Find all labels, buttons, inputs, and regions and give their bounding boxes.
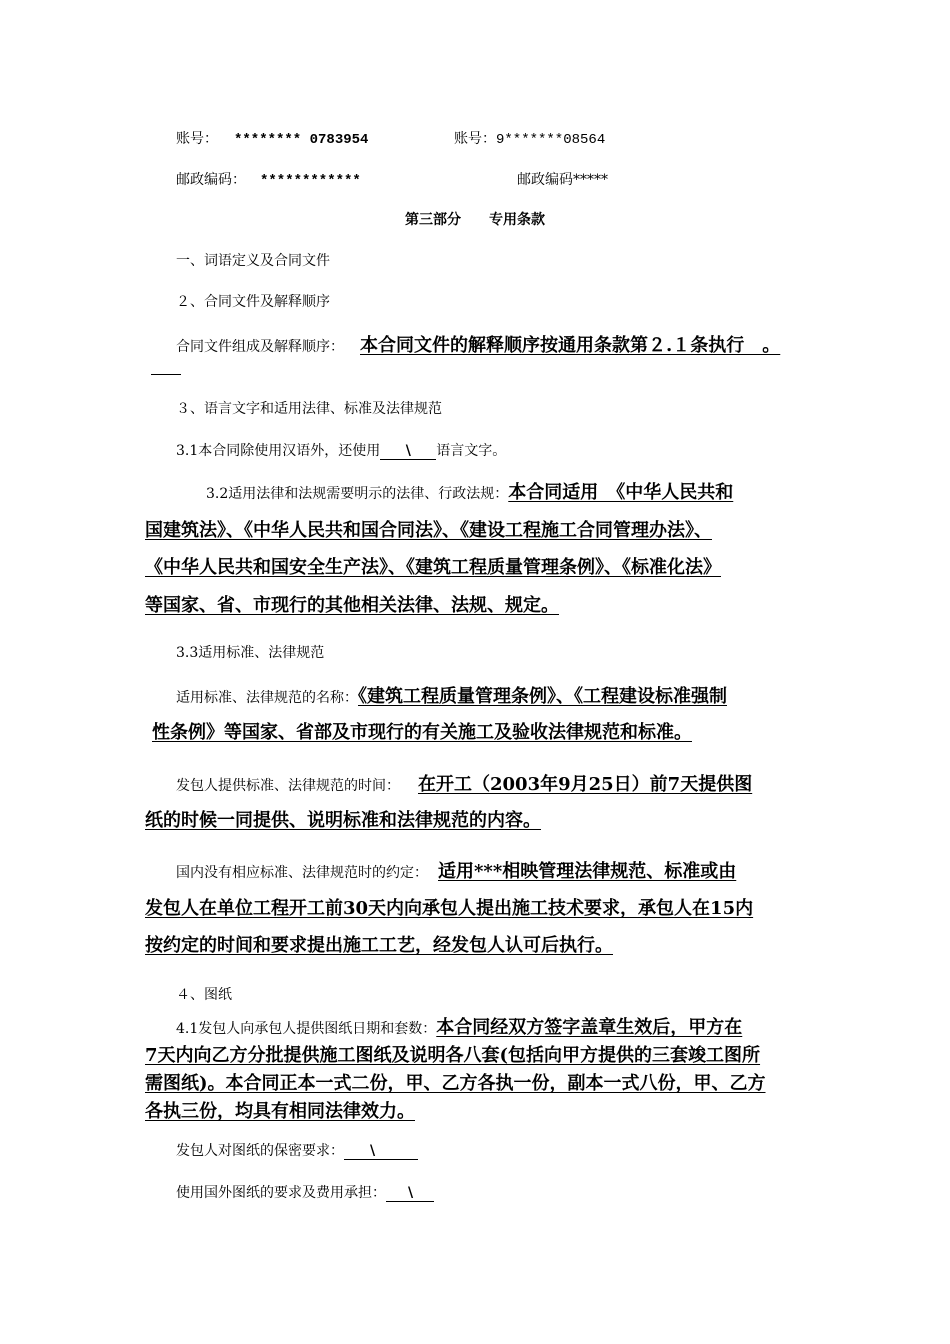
- clause-4-1-first: [176, 1013, 742, 1039]
- postal-right: 邮政编码*****: [517, 172, 608, 188]
- standards-first: [176, 682, 727, 708]
- clause-3-1-suffix: 语言文字。: [436, 443, 507, 459]
- clause-4-1-line-3: 需图纸)。本合同正本一式二份，甲、乙方各执一份，副本一式八份，甲、乙方: [145, 1073, 766, 1094]
- clause-3-2-label: 3.2适用法律和法规需要明示的法律、行政法规：: [206, 486, 509, 502]
- foreign-drawings: [176, 1182, 434, 1202]
- backslash-mark: \: [408, 1185, 414, 1201]
- domestic-first: [176, 857, 736, 883]
- section-2-heading: ２、合同文件及解释顺序: [176, 294, 330, 310]
- clause-4-1-line-2: 7天内向乙方分批提供施工图纸及说明各八套(包括向甲方提供的三套竣工图所: [145, 1045, 761, 1066]
- clause-3-1: [176, 440, 506, 460]
- postal-left-value: ************: [260, 173, 361, 189]
- section-3-heading: ３、语言文字和适用法律、标准及法律规范: [176, 401, 442, 417]
- account-left-value: ******** 0783954: [234, 132, 369, 148]
- account-right-value: 9*******08564: [496, 132, 606, 148]
- clause-3-2-line-4: 等国家、省、市现行的其他相关法律、法规、规定。: [145, 595, 559, 616]
- account-left-label: 账号：: [176, 131, 218, 147]
- clause-4-1-line-4: 各执三份，均具有相同法律效力。: [145, 1101, 415, 1122]
- postal-left: [176, 169, 361, 189]
- domestic-line-3: [145, 931, 665, 957]
- part-title: 第三部分 专用条款: [405, 212, 545, 228]
- clause-4-1-line-1: 本合同经双方签字盖章生效后，甲方在: [436, 1017, 743, 1038]
- standards-line-1: 《建筑工程质量管理条例》、《工程建设标准强制: [358, 686, 727, 707]
- interpretation-order-value: 本合同文件的解释顺序按通用条款第２.１条执行 。: [360, 335, 781, 356]
- blank-line: [151, 374, 181, 375]
- section-1-heading: 一、词语定义及合同文件: [176, 253, 330, 269]
- provide-time-label: 发包人提供标准、法律规范的时间：: [176, 778, 400, 794]
- foreign-drawings-blank: [386, 1185, 434, 1202]
- clause-3-1-prefix: 3.1本合同除使用汉语外，还使用: [176, 443, 381, 459]
- account-right: [454, 128, 605, 148]
- account-right-label: 账号：: [454, 131, 496, 147]
- clause-3-2-line-1: 本合同适用 《中华人民共和: [508, 482, 734, 503]
- clause-3-2-first: [206, 478, 733, 504]
- domestic-line-1: 适用***相映管理法律规范、标准或由: [438, 861, 737, 882]
- interpretation-order-label: 合同文件组成及解释顺序：: [176, 339, 344, 355]
- foreign-drawings-label: 使用国外图纸的要求及费用承担：: [176, 1185, 386, 1201]
- provide-time-line-1: 在开工（2003年9月25日）前7天提供图: [418, 774, 753, 795]
- postal-left-label: 邮政编码：: [176, 172, 246, 188]
- provide-time-first: [176, 770, 752, 796]
- standards-line-2: 性条例》等国家、省部及市现行的有关施工及验收法律规范和标准。: [152, 722, 692, 743]
- domestic-line-2: 发包人在单位工程开工前30天内向承包人提出施工技术要求，承包人在15内: [145, 898, 754, 919]
- clause-3-2-line-2: 国建筑法》、《中华人民共和国合同法》、《建设工程施工合同管理办法》、: [145, 520, 712, 541]
- account-left: [176, 128, 368, 148]
- clause-4-1-label: 4.1发包人向承包人提供图纸日期和套数：: [176, 1021, 437, 1037]
- interpretation-order: [176, 331, 786, 357]
- domestic-line-3-text: 按约定的时间和要求提出施工工艺，经发包人认可后执行。: [145, 935, 613, 956]
- clause-3-2-line-3: 《中华人民共和国安全生产法》、《建筑工程质量管理条例》、《标准化法》: [145, 557, 721, 578]
- drawing-secrecy: [176, 1140, 418, 1160]
- clause-3-1-blank: [380, 443, 436, 460]
- standards-label: 适用标准、法律规范的名称：: [176, 690, 358, 706]
- backslash-mark: \: [405, 443, 411, 459]
- domestic-label: 国内没有相应标准、法律规范时的约定：: [176, 865, 428, 881]
- drawing-secrecy-blank: [344, 1143, 418, 1160]
- section-4-heading: ４、图纸: [176, 987, 232, 1003]
- drawing-secrecy-label: 发包人对图纸的保密要求：: [176, 1143, 344, 1159]
- provide-time-line-2: 纸的时候一同提供、说明标准和法律规范的内容。: [145, 810, 541, 831]
- backslash-mark: \: [370, 1143, 376, 1159]
- clause-3-3: 3.3适用标准、法律规范: [176, 645, 325, 661]
